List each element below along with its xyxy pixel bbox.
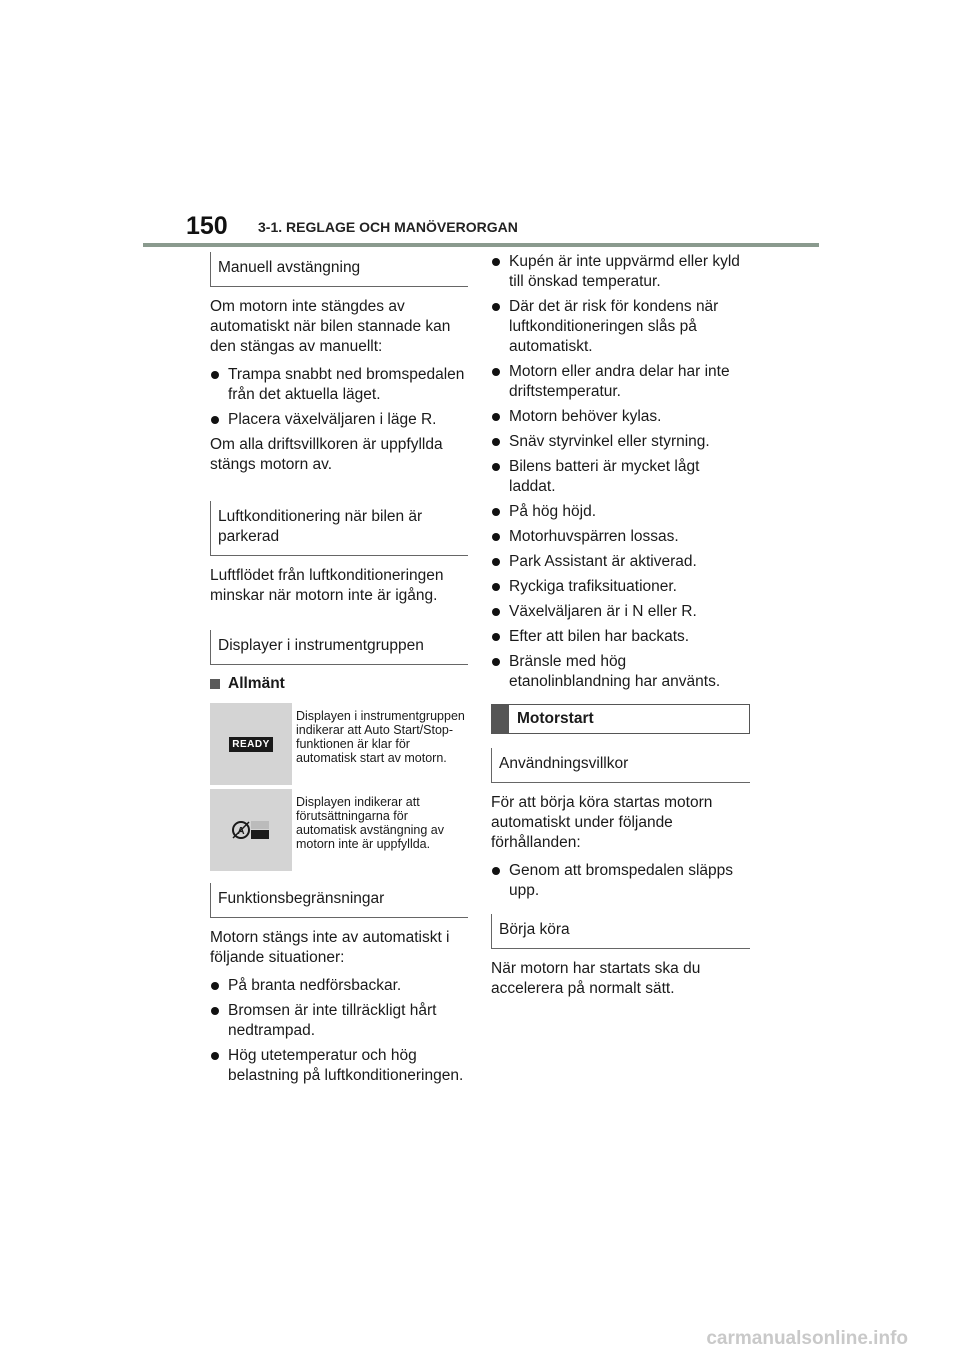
usage-bullet-list xyxy=(491,861,750,901)
page-number: 150 xyxy=(186,212,228,240)
heading-aircon: Luftkonditionering när bilen är parkerad xyxy=(210,501,468,556)
section-general-label: Allmänt xyxy=(228,675,285,692)
section-motorstart-title: Motorstart xyxy=(517,710,594,727)
paragraph-conditions: Om alla driftsvillkoren är uppfyllda stängs motorn av. xyxy=(210,436,443,473)
list-item: Motorn behöver kylas. xyxy=(491,407,750,427)
ready-icon xyxy=(210,703,292,785)
paragraph-manual: Om motorn inte stängdes av automatiskt när bilen stannade kan den stängas av manuellt: xyxy=(210,298,451,355)
paragraph-limits: Motorn stängs inte av automatiskt i följande situationer: xyxy=(210,929,450,966)
square-bullet-icon xyxy=(210,679,220,689)
list-item: Trampa snabbt ned bromspedalen från det aktuella läget. xyxy=(210,365,468,405)
heading-start-driving: Börja köra xyxy=(491,914,750,949)
list-item: Växelväljaren är i N eller R. xyxy=(491,602,750,622)
limit-bullet-list-right xyxy=(491,252,750,692)
indicator-description: Displayen i instrumentgruppen indikerar att Auto Start/Stop-funktionen är klar för automatisk start av motorn. xyxy=(296,709,465,765)
auto-start-stop-icon xyxy=(210,789,292,871)
paragraph-aircon: Luftflödet från luftkonditioneringen minskar när motorn inte är igång. xyxy=(210,567,444,604)
auto-start-stop-icon-graphic xyxy=(231,818,271,842)
indicator-row-stop xyxy=(210,789,468,871)
svg-text:A: A xyxy=(237,826,245,837)
list-item: Efter att bilen har backats. xyxy=(491,627,750,647)
paragraph-drive: När motorn har startats ska du accelerera på normalt sätt. xyxy=(491,960,701,997)
header-rule xyxy=(143,243,819,247)
list-item: Där det är risk för kondens när luftkonditioneringen slås på automatiskt. xyxy=(491,297,750,357)
heading-usage-conditions: Användningsvillkor xyxy=(491,748,750,783)
paragraph-usage: För att börja köra startas motorn automatiskt under följande förhållanden: xyxy=(491,794,713,851)
list-item: Genom att bromspedalen släpps upp. xyxy=(491,861,750,901)
indicator-row-ready xyxy=(210,703,468,785)
list-item: Motorhuvspärren lossas. xyxy=(491,527,750,547)
section-bar xyxy=(492,705,509,733)
ready-badge: READY xyxy=(229,737,273,752)
watermark: carmanualsonline.info xyxy=(706,1328,908,1349)
list-item: Kupén är inte uppvärmd eller kyld till önskad temperatur. xyxy=(491,252,750,292)
list-item: Ryckiga trafiksituationer. xyxy=(491,577,750,597)
heading-displays: Displayer i instrumentgruppen xyxy=(210,630,468,665)
list-item: Snäv styrvinkel eller styrning. xyxy=(491,432,750,452)
manual-bullet-list xyxy=(210,365,468,430)
list-item: Hög utetemperatur och hög belastning på luftkonditioneringen. xyxy=(210,1046,468,1086)
list-item: På branta nedförsbackar. xyxy=(210,976,468,996)
list-item: Placera växelväljaren i läge R. xyxy=(210,410,468,430)
indicator-description: Displayen indikerar att förutsättningarna för automatisk avstängning av motorn inte är uppfyllda. xyxy=(296,795,445,851)
section-general xyxy=(210,675,468,693)
heading-manual-shutdown: Manuell avstängning xyxy=(210,252,468,287)
heading-limitations: Funktionsbegränsningar xyxy=(210,883,468,918)
list-item: Bilens batteri är mycket lågt laddat. xyxy=(491,457,750,497)
chapter-title: 3-1. REGLAGE OCH MANÖVERORGAN xyxy=(258,219,518,235)
list-item: Park Assistant är aktiverad. xyxy=(491,552,750,572)
right-column xyxy=(491,252,750,1007)
section-motorstart xyxy=(491,704,750,734)
list-item: Motorn eller andra delar har inte driftstemperatur. xyxy=(491,362,750,402)
list-item: På hög höjd. xyxy=(491,502,750,522)
limit-bullet-list-left xyxy=(210,976,468,1086)
list-item: Bromsen är inte tillräckligt hårt nedtrampad. xyxy=(210,1001,468,1041)
left-column xyxy=(210,252,468,1091)
list-item: Bränsle med hög etanolinblandning har använts. xyxy=(491,652,750,692)
